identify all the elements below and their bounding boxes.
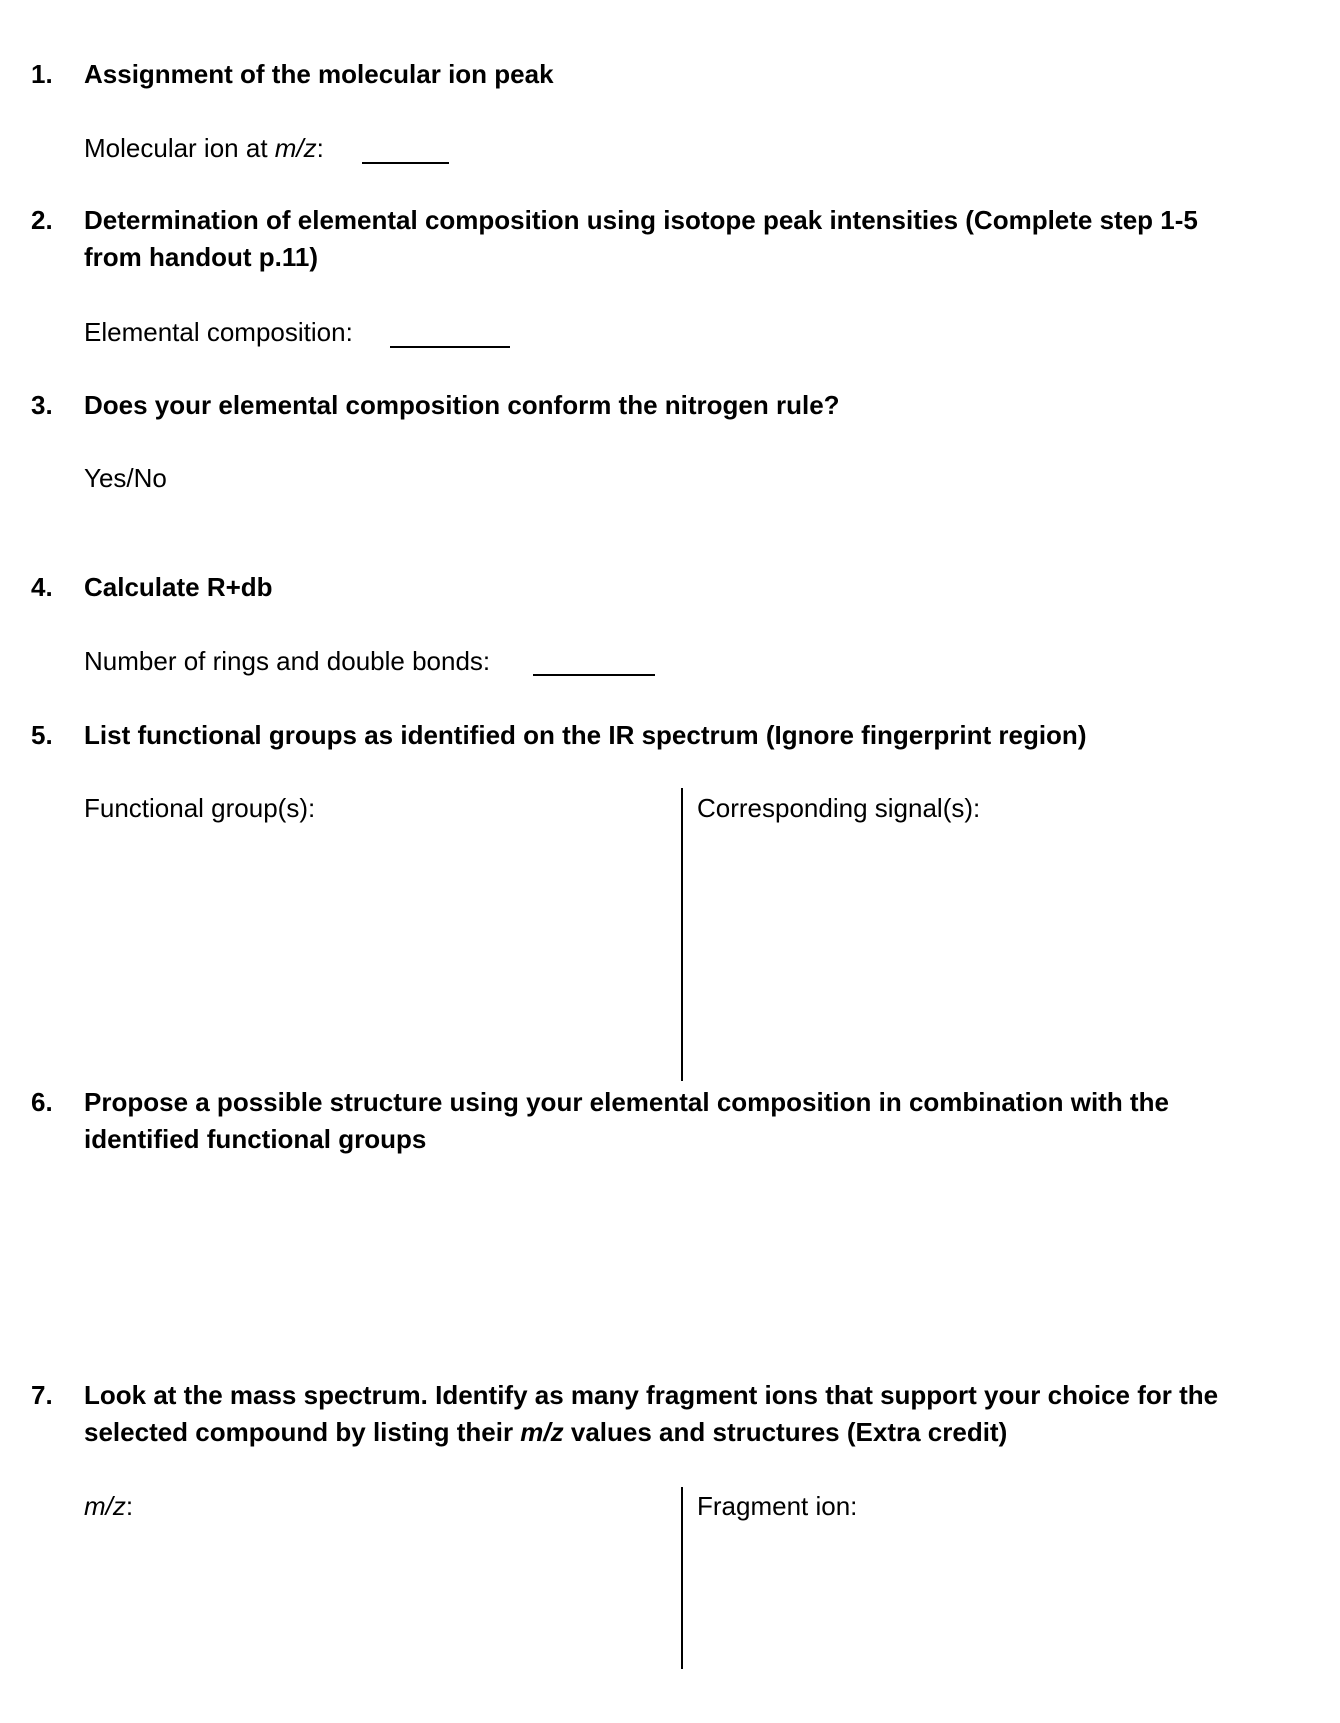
q7-line2-pre: selected compound by listing their [84,1417,521,1447]
question-5-title: List functional groups as identified on the IR spectrum (Ignore fingerprint region) [84,720,1087,750]
question-3-number: 3. [31,390,53,420]
q7-mz-italic: m/z [520,1417,564,1447]
question-1-title: Assignment of the molecular ion peak [84,59,554,89]
mz-col-colon: : [125,1491,134,1521]
molecular-ion-label-text: Molecular ion at [84,133,275,163]
mz-column-label [84,1488,133,1525]
question-4-number: 4. [31,572,53,602]
colon: : [316,133,324,163]
question-7-number: 7. [31,1380,53,1410]
question-7-title-line1: Look at the mass spectrum. Identify as many fragment ions that support your choice for the [84,1380,1219,1410]
mz-italic: m/z [274,133,317,163]
question-6-number: 6. [31,1087,53,1117]
mz-col-italic: m/z [84,1491,126,1521]
question-2-title-line1: Determination of elemental composition using isotope peak intensities (Complete step 1-5 [84,205,1198,235]
question-2-answer-label: Elemental composition: [84,317,353,347]
column-divider [681,788,683,1081]
question-3-title: Does your elemental composition conform the nitrogen rule? [84,390,840,420]
question-4-title: Calculate R+db [84,572,273,602]
column-divider [681,1487,683,1669]
corresponding-signals-label: Corresponding signal(s): [697,793,981,823]
question-7-title-line2 [84,1414,1007,1451]
question-4-answer-label: Number of rings and double bonds: [84,646,491,676]
elemental-composition-blank[interactable] [390,346,510,348]
functional-groups-label: Functional group(s): [84,793,316,823]
question-2-number: 2. [31,205,53,235]
question-6-title-line1: Propose a possible structure using your elemental composition in combination with the [84,1087,1169,1117]
question-1-answer-label [84,130,324,167]
question-5-number: 5. [31,720,53,750]
question-6-title-line2: identified functional groups [84,1124,427,1154]
question-2-title-line2: from handout p.11) [84,242,318,272]
question-3-answer-label: Yes/No [84,463,167,493]
question-1-number: 1. [31,59,53,89]
molecular-ion-blank[interactable] [362,162,449,164]
q7-line2-post: values and structures (Extra credit) [563,1417,1008,1447]
rings-double-bonds-blank[interactable] [533,674,655,676]
fragment-ion-label: Fragment ion: [697,1491,858,1521]
